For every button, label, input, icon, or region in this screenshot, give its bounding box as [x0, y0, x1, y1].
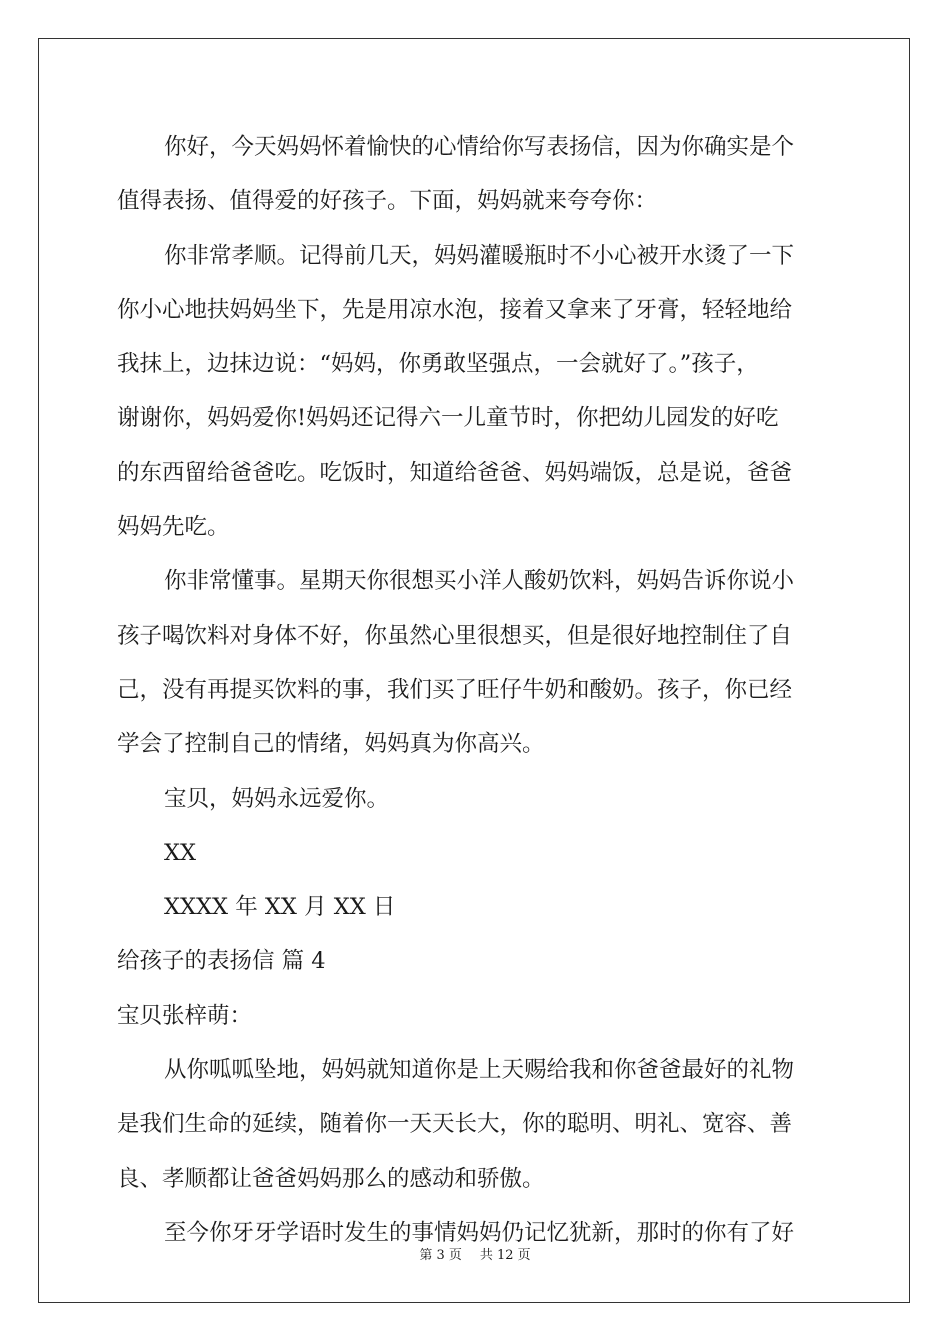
text-line: 至今你牙牙学语时发生的事情妈妈仍记忆犹新，那时的你有了好 [164, 1219, 795, 1246]
text-line: 学会了控制自己的情绪，妈妈真为你高兴。 [117, 731, 545, 758]
text-line: 妈妈先吃。 [117, 514, 230, 541]
text-line: 我抹上，边抹边说：“妈妈，你勇敢坚强点，一会就好了。”孩子， [117, 351, 759, 378]
text-line: 宝贝张梓萌： [117, 1002, 253, 1029]
page-total: 共 12 页 [479, 1248, 531, 1263]
text-line: 你非常懂事。星期天你很想买小洋人酸奶饮料，妈妈告诉你说小 [164, 568, 795, 595]
text-line: 良、孝顺都让爸爸妈妈那么的感动和骄傲。 [117, 1165, 545, 1192]
text-line: 是我们生命的延续，随着你一天天长大，你的聪明、明礼、宽容、善 [117, 1111, 793, 1138]
text-line: 你非常孝顺。记得前几天，妈妈灌暖瓶时不小心被开水烫了一下 [164, 242, 795, 269]
text-line: XX [164, 839, 197, 866]
text-line: 宝贝，妈妈永远爱你。 [164, 785, 390, 812]
text-line: XXXX 年 XX 月 XX 日 [164, 894, 396, 921]
text-line: 谢谢你，妈妈爱你!妈妈还记得六一儿童节时，你把幼儿园发的好吃 [117, 405, 779, 432]
text-line: 从你呱呱坠地，妈妈就知道你是上天赐给我和你爸爸最好的礼物 [164, 1057, 795, 1084]
text-line: 己，没有再提买饮料的事，我们买了旺仔牛奶和酸奶。孩子，你已经 [117, 676, 793, 703]
document-body [117, 120, 837, 1260]
text-line: 你小心地扶妈妈坐下，先是用凉水泡，接着又拿来了牙膏，轻轻地给 [117, 296, 793, 323]
text-line: 孩子喝饮料对身体不好，你虽然心里很想买，但是很好地控制住了自 [117, 622, 793, 649]
text-line: 你好，今天妈妈怀着愉快的心情给你写表扬信，因为你确实是个 [164, 134, 795, 160]
page-number: 第 3 页 [419, 1248, 462, 1263]
page-footer [0, 1244, 950, 1263]
text-line: 给孩子的表扬信 篇 4 [117, 948, 326, 975]
text-line: 的东西留给爸爸吃。吃饭时，知道给爸爸、妈妈端饭，总是说，爸爸 [117, 459, 793, 486]
text-line: 值得表扬、值得爱的好孩子。下面，妈妈就来夸夸你： [117, 188, 658, 215]
